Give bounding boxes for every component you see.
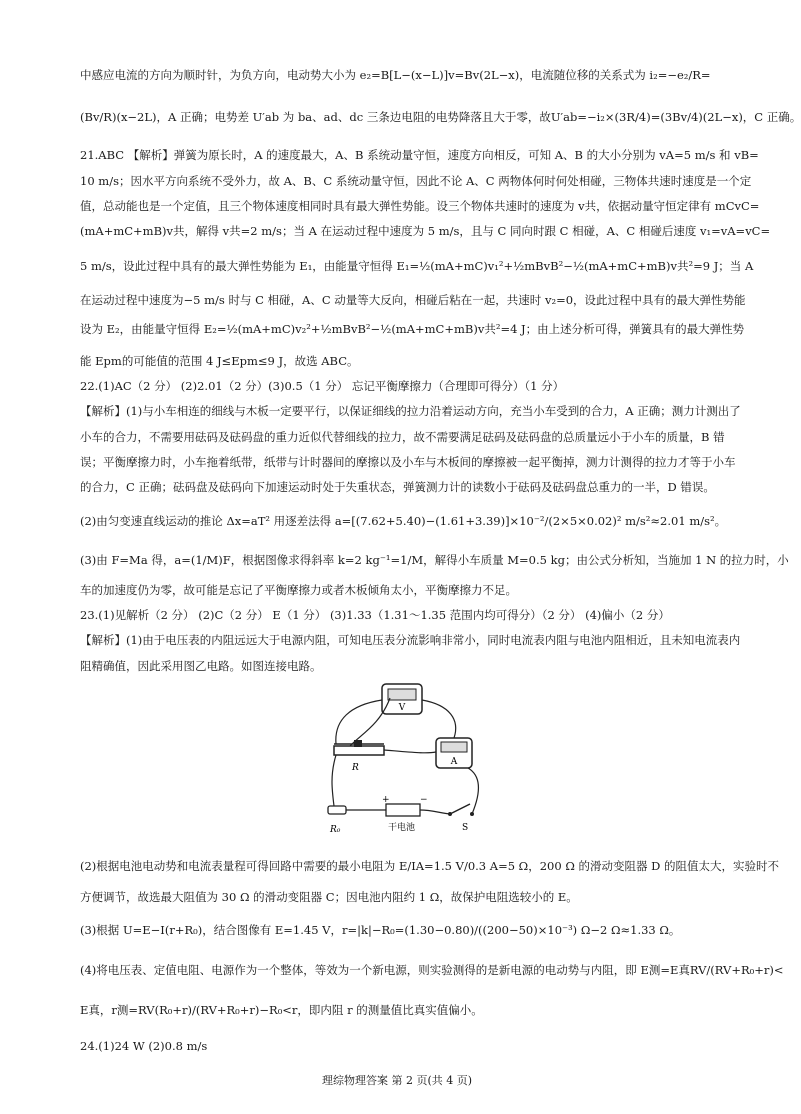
text-line: 的合力，C 正确；砝码盘及砝码向下加速运动时处于失重状态，弹簧测力计的读数小于砝码及砝码盘总重力的一半，D 错误。 [80, 480, 715, 494]
text-line: 小车的合力，不需要用砝码及砝码盘的重力近似代替细线的拉力，故不需要满足砝码及砝码盘的总质量远小于小车的质量，B 错 [80, 430, 725, 444]
text-line: (4)将电压表、定值电阻、电源作为一个整体，等效为一个新电源，则实验测得的是新电源的电动势与内阻，即 E测=E真RV/(RV+R₀+r)< [80, 963, 784, 977]
text-line: 能 Epm的可能值的范围 4 J≤Epm≤9 J，故选 ABC。 [80, 354, 359, 368]
text-line: 5 m/s，设此过程中具有的最大弹性势能为 E₁，由能量守恒得 E₁=½(mA+mC)v₁²+½mBvB²−½(mA+mC+mB)v共²=9 J；当 A [80, 259, 754, 273]
text-line: 方便调节，故选最大阻值为 30 Ω 的滑动变阻器 C；因电池内阻约 1 Ω，故保护电阻选较小的 E。 [80, 890, 578, 904]
ammeter-icon [436, 738, 472, 768]
rheostat-label: R [352, 763, 359, 773]
text-line: (2)根据电池电动势和电流表量程可得回路中需要的最小电阻为 E/IA=1.5 V/0.3 A=5 Ω，200 Ω 的滑动变阻器 D 的阻值太大，实验时不 [80, 859, 780, 873]
resistor-icon [328, 806, 346, 835]
text-line: (3)由 F=Ma 得，a=(1/M)F，根据图像求得斜率 k=2 kg⁻¹=1/M，解得小车质量 M=0.5 kg；由公式分析知，当施加 1 N 的拉力时，小 [80, 553, 789, 567]
text-line: 车的加速度仍为零，故可能是忘记了平衡摩擦力或者木板倾角太小，平衡摩擦力不足。 [80, 583, 517, 597]
battery-plus-label: + [382, 795, 390, 805]
text-line: 22.(1)AC（2 分） (2)2.01（2 分）(3)0.5（1 分） 忘记平衡摩擦力（合理即可得分）（1 分） [80, 379, 565, 393]
text-line: 阻精确值，因此采用图乙电路。如图连接电路。 [80, 659, 322, 673]
resistor-label: R₀ [330, 825, 341, 835]
text-line: (Bv/R)(x−2L)，A 正确；电势差 U′ab 为 ba、ad、dc 三条边电阻的电势降落且大于零，故U′ab=−i₂×(3R/4)=(3Bv/4)(2L−x)，C 正确。 [80, 110, 801, 124]
switch-icon [448, 804, 474, 833]
text-line: 23.(1)见解析（2 分） (2)C（2 分） E（1 分） (3)1.33（1.31～1.35 范围内均可得分）（2 分） (4)偏小（2 分） [80, 608, 670, 622]
battery-icon [382, 795, 428, 833]
text-line: 21.ABC 【解析】弹簧为原长时，A 的速度最大，A、B 系统动量守恒，速度方向相反，可知 A、B 的大小分别为 vA=5 m/s 和 vB= [80, 148, 759, 162]
ammeter-label: A [450, 757, 458, 767]
battery-minus-label: − [420, 795, 428, 805]
text-line: 值，总动能也是一个定值，且三个物体速度相同时具有最大弹性势能。设三个物体共速时的速度为 v共，依据动量守恒定律有 mCvC= [80, 199, 760, 213]
text-line: (mA+mC+mB)v共，解得 v共=2 m/s；当 A 在运动过程中速度为 5 m/s，且与 C 同向时跟 C 相碰，A、C 相碰后速度 v₁=vA=vC= [80, 224, 771, 238]
text-line: 中感应电流的方向为顺时针，为负方向，电动势大小为 e₂=B[L−(x−L)]v=Bv(2L−x)，电流随位移的关系式为 i₂=−e₂/R= [80, 68, 711, 82]
text-line: 在运动过程中速度为−5 m/s 时与 C 相碰，A、C 动量等大反向，相碰后粘在一起，共速时 v₂=0，设此过程中具有的最大弹性势能 [80, 293, 746, 307]
text-line: 10 m/s；因水平方向系统不受外力，故 A、B、C 系统动量守恒，因此不论 A、C 两物体何时何处相碰，三物体共速时速度是一个定 [80, 174, 752, 188]
text-line: 【解析】(1)由于电压表的内阻远远大于电源内阻，可知电压表分流影响非常小，同时电流表内阻与电池内阻相近，且未知电流表内 [80, 633, 741, 647]
voltmeter-icon [382, 684, 422, 714]
battery-label: 干电池 [388, 823, 416, 833]
rheostat-icon [334, 740, 384, 773]
page-footer: 理综物理答案 第 2 页(共 4 页) [321, 1074, 473, 1087]
switch-label: S [462, 823, 469, 833]
text-line: 设为 E₂，由能量守恒得 E₂=½(mA+mC)v₂²+½mBvB²−½(mA+mC+mB)v共²=4 J；由上述分析可得，弹簧具有的最大弹性势 [80, 322, 745, 336]
circuit-diagram [320, 680, 490, 838]
text-line: (2)由匀变速直线运动的推论 Δx=aT² 用逐差法得 a=[(7.62+5.40)−(1.61+3.39)]×10⁻²/(2×5×0.02)² m/s²≈2.01 m/s²。 [80, 514, 727, 528]
text-line: (3)根据 U=E−I(r+R₀)，结合图像有 E=1.45 V，r=|k|−R₀=(1.30−0.80)/((200−50)×10⁻³) Ω−2 Ω≈1.33 Ω。 [80, 923, 681, 937]
voltmeter-label: V [398, 703, 406, 713]
text-line: 【解析】(1)与小车相连的细线与木板一定要平行，以保证细线的拉力沿着运动方向，充当小车受到的合力，A 正确；测力计测出了 [80, 404, 741, 418]
text-line: 误；平衡摩擦力时，小车拖着纸带，纸带与计时器间的摩擦以及小车与木板间的摩擦被一起平衡掉，测力计测得的拉力才等于小车 [80, 455, 736, 469]
text-line: E真，r测=RV(R₀+r)/(RV+R₀+r)−R₀<r，即内阻 r 的测量值比真实值偏小。 [80, 1003, 483, 1017]
text-line: 24.(1)24 W (2)0.8 m/s [80, 1039, 208, 1053]
